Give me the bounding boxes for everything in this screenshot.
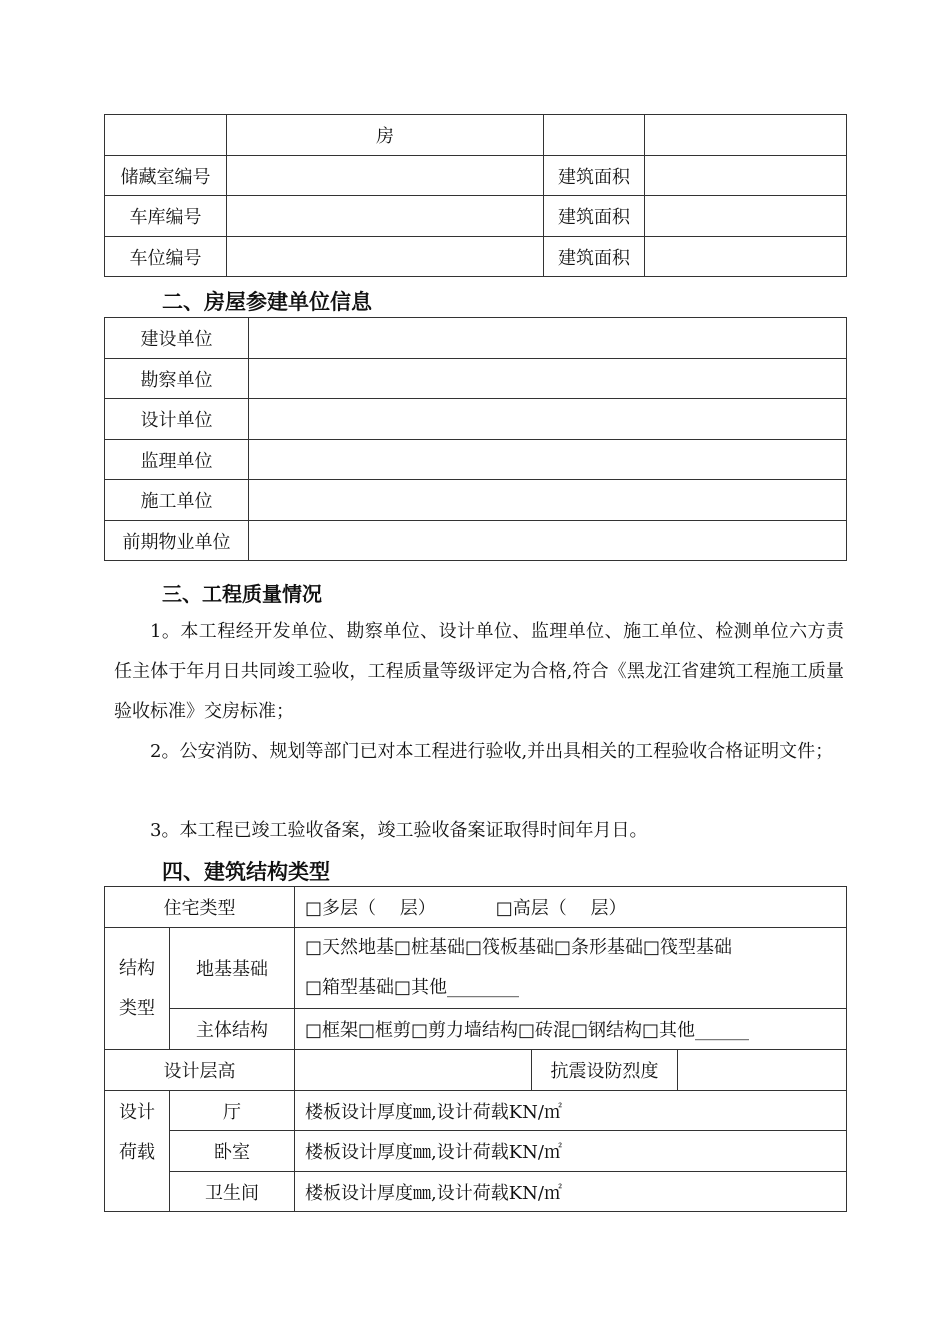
section-4-title: 四、建筑结构类型 <box>162 860 330 884</box>
housing-type-label: 住宅类型 <box>105 887 295 928</box>
quality-paragraph-2-text: 2。公安消防、规划等部门已对本工程进行验收,并出具相关的工程验收合格证明文件； <box>150 741 834 762</box>
survey-unit-label: 勘察单位 <box>105 359 249 399</box>
foundation-label: 地基基础 <box>170 928 295 1009</box>
property-unit-label: 前期物业单位 <box>105 521 249 561</box>
quality-paragraph-2 <box>114 732 844 772</box>
room-label2-cell <box>544 115 645 156</box>
structure-type-label-line1: 结构 <box>119 957 155 979</box>
parking-area-label: 建筑面积 <box>544 237 645 277</box>
garage-number-label: 车库编号 <box>105 196 227 237</box>
section-3-title: 三、工程质量情况 <box>162 582 322 606</box>
quality-paragraph-3-text: 3。本工程已竣工验收备案，竣工验收备案证取得时间年月日。 <box>150 820 648 841</box>
supervision-unit-value <box>249 440 847 480</box>
room-value2-cell <box>645 115 847 156</box>
design-load-label <box>105 1091 170 1212</box>
survey-unit-value <box>249 359 847 399</box>
section-2-title: 二、房屋参建单位信息 <box>162 290 372 314</box>
structure-type-label <box>105 928 170 1050</box>
design-unit-label: 设计单位 <box>105 399 249 440</box>
room-value-cell: 房 <box>227 115 544 156</box>
builder-unit-label: 施工单位 <box>105 480 249 521</box>
seismic-label: 抗震设防烈度 <box>532 1050 678 1091</box>
garage-number-value <box>227 196 544 237</box>
multi-storey-checkbox[interactable]: □多层（ 层） <box>305 898 436 919</box>
garage-area-label: 建筑面积 <box>544 196 645 237</box>
structure-type-label-line2: 类型 <box>119 997 155 1019</box>
load-room-bedroom: 卧室 <box>170 1131 295 1172</box>
property-unit-value <box>249 521 847 561</box>
parking-number-label: 车位编号 <box>105 237 227 277</box>
storage-area-value <box>645 156 847 196</box>
load-bedroom-text: 楼板设计厚度㎜,设计荷载KN/㎡ <box>295 1131 847 1172</box>
room-info-table <box>104 114 847 277</box>
construction-unit-value <box>249 318 847 359</box>
quality-paragraph-1 <box>114 612 844 732</box>
supervision-unit-label: 监理单位 <box>105 440 249 480</box>
load-room-bathroom: 卫生间 <box>170 1172 295 1212</box>
construction-unit-label: 建设单位 <box>105 318 249 359</box>
floor-height-label: 设计层高 <box>105 1050 295 1091</box>
floor-height-value <box>295 1050 532 1091</box>
design-unit-value <box>249 399 847 440</box>
design-load-label-line2: 荷载 <box>119 1142 155 1163</box>
parking-area-value <box>645 237 847 277</box>
load-bathroom-text: 楼板设计厚度㎜,设计荷载KN/㎡ <box>295 1172 847 1212</box>
design-load-label-line1: 设计 <box>119 1102 155 1123</box>
structure-table <box>104 886 847 1212</box>
main-structure-label: 主体结构 <box>170 1009 295 1050</box>
foundation-options-line2[interactable]: □箱型基础□其他________ <box>305 977 520 998</box>
builder-unit-value <box>249 480 847 521</box>
load-hall-text: 楼板设计厚度㎜,设计荷载KN/㎡ <box>295 1091 847 1131</box>
high-rise-checkbox[interactable]: □高层（ 层） <box>495 898 627 919</box>
load-room-hall: 厅 <box>170 1091 295 1131</box>
quality-paragraph-1-text: 1。本工程经开发单位、勘察单位、设计单位、监理单位、施工单位、检测单位六方责任主体于年月日共同竣工验收，工程质量等级评定为合格,符合《黑龙江省建筑工程施工质量验收标准》交房标准； <box>114 621 844 722</box>
storage-area-label: 建筑面积 <box>544 156 645 196</box>
seismic-value <box>678 1050 847 1091</box>
garage-area-value <box>645 196 847 237</box>
main-structure-options[interactable]: □框架□框剪□剪力墙结构□砖混□钢结构□其他______ <box>295 1009 847 1050</box>
storage-number-value <box>227 156 544 196</box>
room-label-cell <box>105 115 227 156</box>
parking-number-value <box>227 237 544 277</box>
foundation-options <box>295 928 847 1009</box>
foundation-options-line1[interactable]: □天然地基□桩基础□筏板基础□条形基础□筏型基础 <box>305 937 733 958</box>
quality-paragraph-3 <box>114 811 844 851</box>
housing-type-options <box>295 887 847 928</box>
participants-table <box>104 317 847 561</box>
storage-number-label: 储藏室编号 <box>105 156 227 196</box>
